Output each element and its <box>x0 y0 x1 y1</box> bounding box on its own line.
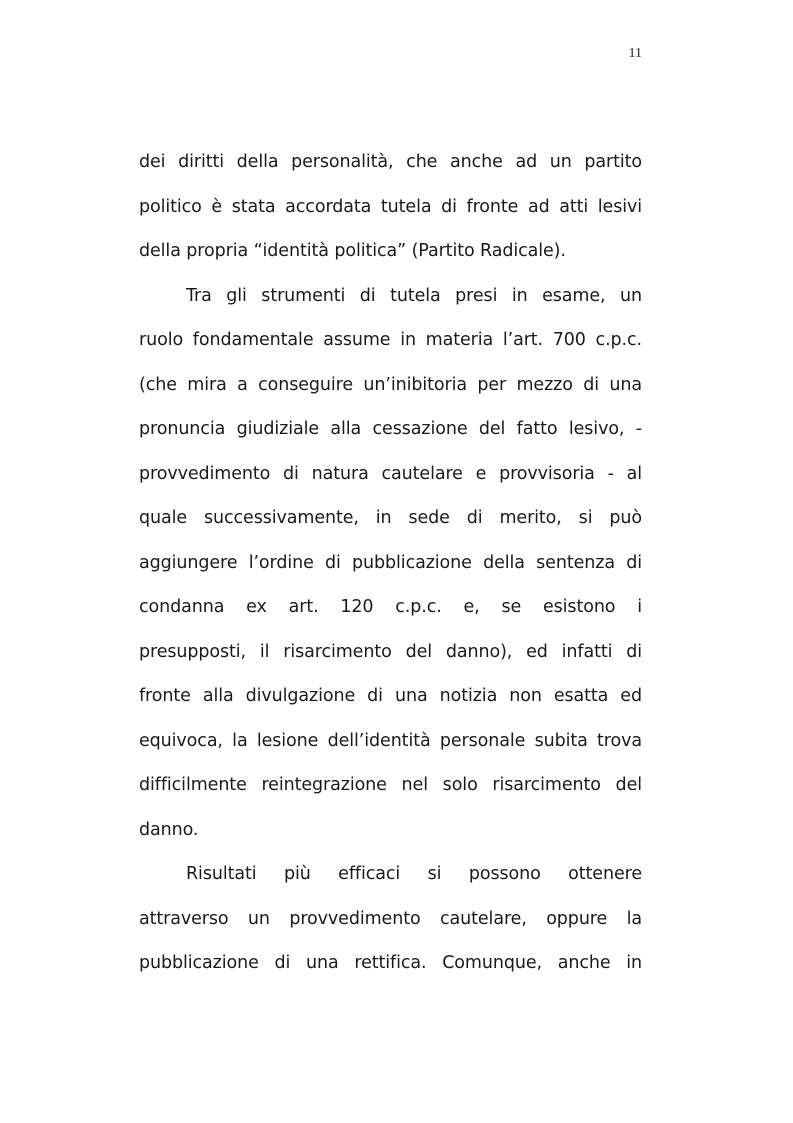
text-line: attraverso un provvedimento cautelare, oppure la <box>139 908 642 929</box>
body-text <box>139 140 642 986</box>
text-line: (che mira a conseguire un’inibitoria per mezzo di una <box>139 374 642 395</box>
text-line: pubblicazione di una rettifica. Comunque, anche in <box>139 953 642 973</box>
text-line: equivoca, la lesione dell’identità personale subita trova <box>139 730 642 751</box>
text-line: ruolo fondamentale assume in materia l’art. 700 c.p.c. <box>139 330 642 350</box>
text-line: danno. <box>139 819 199 840</box>
text-line: difficilmente reintegrazione nel solo risarcimento del <box>139 775 642 795</box>
page-number: 11 <box>628 46 642 61</box>
text-line: dei diritti della personalità, che anche ad un partito <box>139 152 642 172</box>
text-line: politico è stata accordata tutela di fronte ad atti lesivi <box>139 196 642 217</box>
text-line: aggiungere l’ordine di pubblicazione della sentenza di <box>139 552 642 573</box>
text-line: Tra gli strumenti di tutela presi in esame, un <box>186 285 642 306</box>
text-line: quale successivamente, in sede di merito, si può <box>139 508 642 528</box>
text-line: condanna ex art. 120 c.p.c. e, se esistono i <box>139 597 642 617</box>
text-line: fronte alla divulgazione di una notizia non esatta ed <box>139 686 642 706</box>
text-line: provvedimento di natura cautelare e provvisoria - al <box>139 463 642 484</box>
text-line: presupposti, il risarcimento del danno), ed infatti di <box>139 641 642 662</box>
text-line: Risultati più efficaci si possono ottenere <box>186 864 642 884</box>
text-line: pronuncia giudiziale alla cessazione del fatto lesivo, - <box>139 419 642 439</box>
text-line: della propria “identità politica” (Partito Radicale). <box>139 241 566 261</box>
